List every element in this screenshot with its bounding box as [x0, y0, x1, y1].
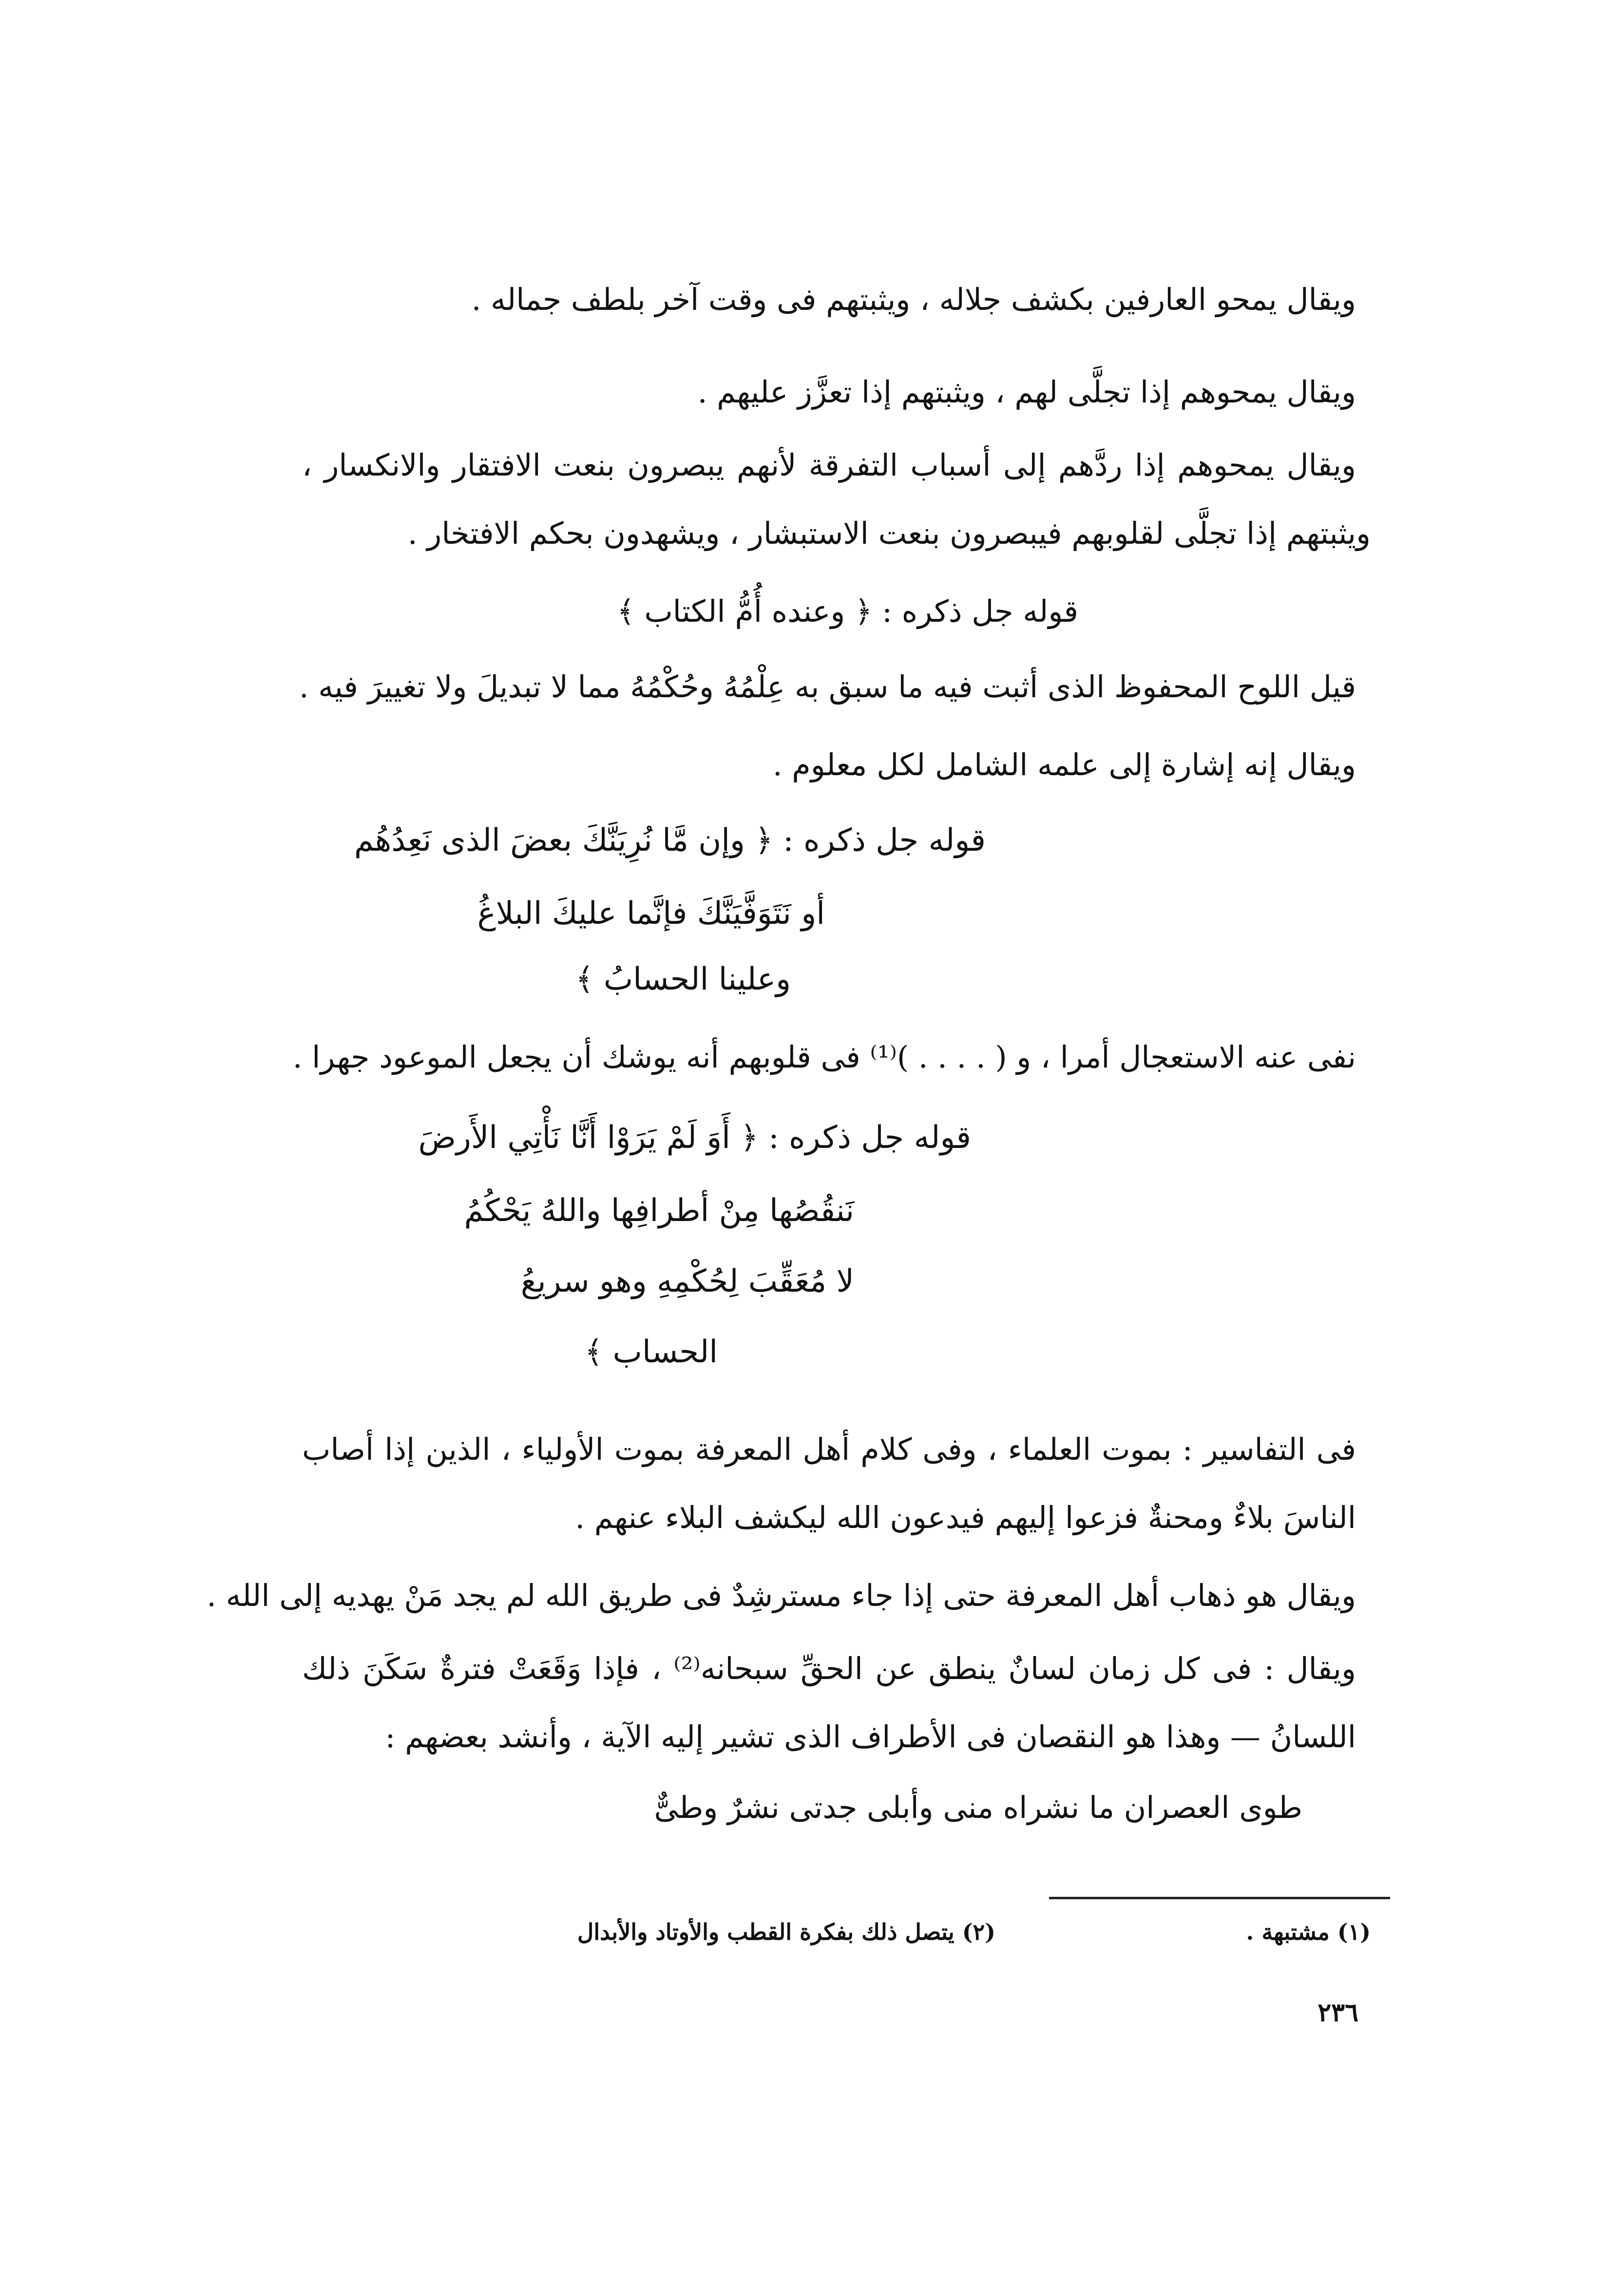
footnote-divider [1049, 1897, 1390, 1899]
verse-line: وعلينا الحسابُ ﴾ [575, 961, 791, 997]
page-number: ٢٣٦ [1318, 1998, 1358, 2027]
paragraph-line: اللسانُ — وهذا هو النقصان فى الأطراف الذى تشير إليه الآية ، وأنشد بعضهم : [385, 1719, 1356, 1755]
verse-heading: قوله جل ذكره : ﴿ أَوَ لَمْ يَرَوْا أَنَّا نَأْتِي الأَرضَ [418, 1120, 971, 1156]
paragraph-line: ويثبتهم إذا تجلَّى لقلوبهم فيبصرون بنعت الاستبشار ، ويشهدون بحكم الافتخار . [407, 515, 1371, 551]
paragraph-line: ويقال يمحو العارفين بكشف جلاله ، ويثبتهم فى وقت آخر بلطف جماله . [471, 282, 1356, 317]
verse-line: نَنقُصُها مِنْ أطرافِها واللهُ يَحْكُمُ [464, 1193, 854, 1229]
paragraph-line: نفى عنه الاستعجال أمرا ، و ( . . . . )⁽¹⁾ فى قلوبهم أنه يوشك أن يجعل الموعود جهرا . [292, 1039, 1356, 1075]
paragraph-line: ويقال هو ذهاب أهل المعرفة حتى إذا جاء مسترشِدٌ فى طريق الله لم يجد مَنْ يهديه إلى الله . [207, 1578, 1356, 1613]
verse-heading: قوله جل ذكره : ﴿ وعنده أُمُّ الكتاب ﴾ [617, 593, 1078, 629]
paragraph-line: فى التفاسير : بموت العلماء ، وفى كلام أهل المعرفة بموت الأولياء ، الذين إذا أصاب [302, 1432, 1356, 1467]
footnote-1: (١) مشتبهة . [1246, 1919, 1371, 1945]
paragraph-line: قيل اللوح المحفوظ الذى أثبت فيه ما سبق به عِلْمُهُ وحُكْمُهُ مما لا تبديلَ ولا تغييرَ فيه . [299, 669, 1356, 705]
verse-line: الحساب ﴾ [584, 1334, 718, 1370]
paragraph-line: ويقال إنه إشارة إلى علمه الشامل لكل معلوم . [772, 747, 1356, 783]
verse-line: أو نَتَوَفَّيَنَّكَ فإنَّما عليكَ البلاغُ [477, 896, 825, 932]
paragraph-line: ويقال يمحوهم إذا تجلَّى لهم ، ويثبتهم إذا تعزَّز عليهم . [697, 374, 1356, 410]
verse-heading: قوله جل ذكره : ﴿ وإن مَّا نُرِيَنَّكَ بعضَ الذى نَعِدُهُم [354, 822, 986, 859]
verse-line: لا مُعَقِّبَ لِحُكْمِهِ وهو سريعُ [520, 1263, 854, 1299]
paragraph-line: ويقال : فى كل زمان لسانٌ ينطق عن الحقِّ سبحانه⁽²⁾ ، فإذا وَقَعَتْ فترةٌ سَكَنَ ذلك [302, 1651, 1356, 1686]
paragraph-line: الناسَ بلاءٌ ومحنةٌ فزعوا إليهم فيدعون الله ليكشف البلاء عنهم . [575, 1500, 1356, 1535]
footnote-2: (٢) يتصل ذلك بفكرة القطب والأوتاد والأبدال [577, 1919, 995, 1945]
paragraph-line: ويقال يمحوهم إذا ردَّهم إلى أسباب التفرقة لأنهم يبصرون بنعت الافتقار والانكسار ، [302, 447, 1356, 483]
poetry-line: طوى العصران ما نشراه منى وأبلى جدتى نشرٌ وطىٌّ [654, 1790, 1302, 1825]
